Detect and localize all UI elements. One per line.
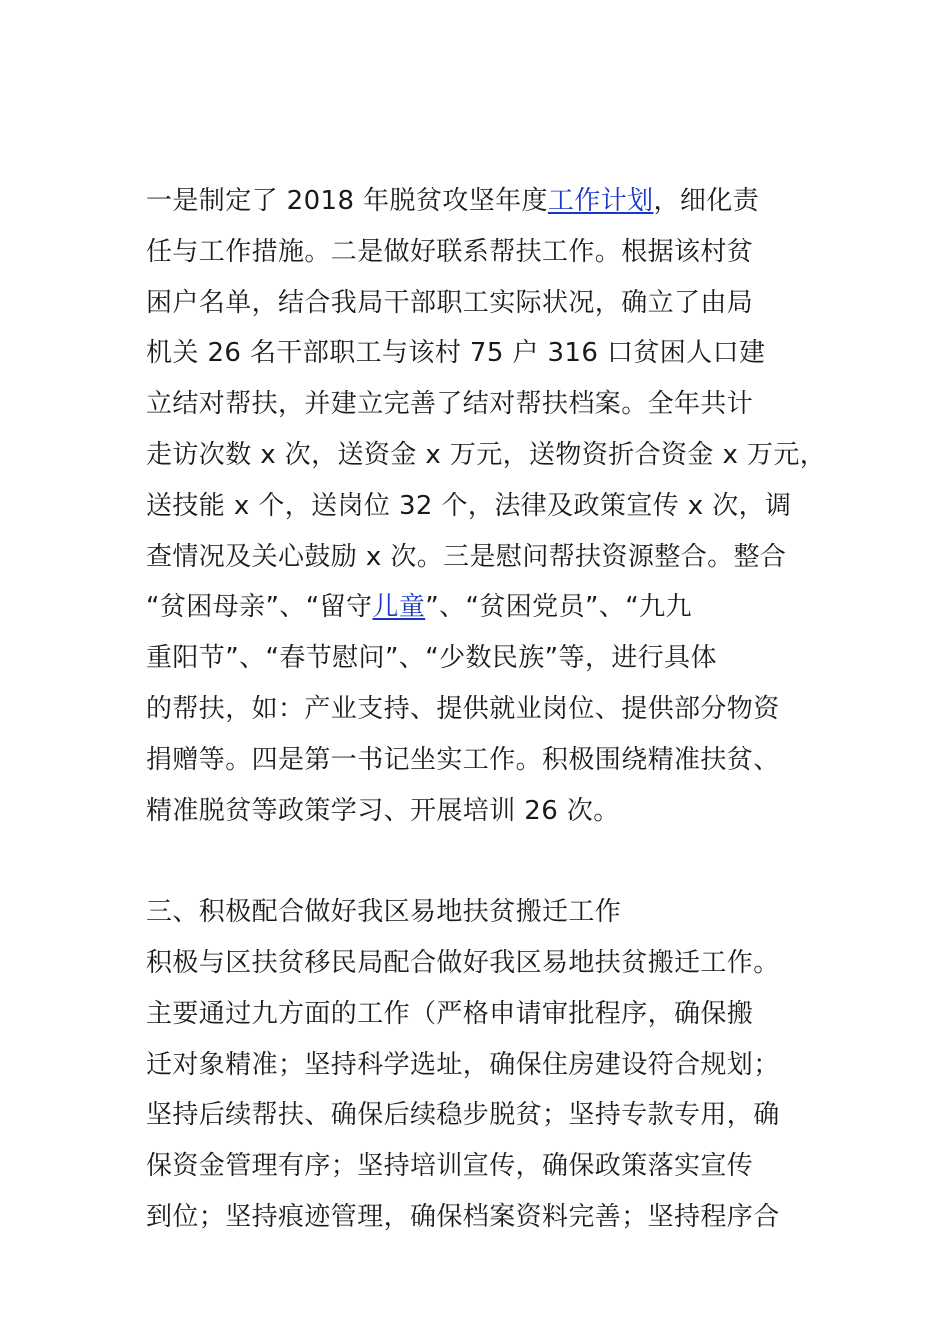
section-heading: 三、积极配合做好我区易地扶贫搬迁工作 <box>146 897 622 928</box>
text-line <box>146 582 826 633</box>
text-segment: 一是制定了 2018 年脱贫攻坚年度 <box>146 186 548 216</box>
text-line: 主要通过九方面的工作（严格申请审批程序，确保搬 <box>146 998 754 1029</box>
text-line: 积极与区扶贫移民局配合做好我区易地扶贫搬迁工作。 <box>146 947 780 978</box>
text-line: 精准脱贫等政策学习、开展培训 26 次。 <box>146 795 620 826</box>
text-segment: “贫困母亲”、“留守 <box>146 592 373 623</box>
text-line: 保资金管理有序；坚持培训宣传，确保政策落实宣传 <box>146 1151 754 1182</box>
text-line: 的帮扶，如：产业支持、提供就业岗位、提供部分物资 <box>146 693 780 724</box>
text-line <box>146 176 826 227</box>
document-body <box>146 176 826 1243</box>
text-line: 任与工作措施。二是做好联系帮扶工作。根据该村贫 <box>146 236 754 267</box>
text-line: 捐赠等。四是第一书记坐实工作。积极围绕精准扶贫、 <box>146 744 780 775</box>
paragraph <box>146 176 826 836</box>
paragraph <box>146 938 826 1243</box>
text-line: 查情况及关心鼓励 x 次。三是慰问帮扶资源整合。整合 <box>146 541 787 572</box>
text-segment: ，细化责 <box>653 186 760 216</box>
text-line: 立结对帮扶，并建立完善了结对帮扶档案。全年共计 <box>146 389 754 420</box>
children-link[interactable]: 儿童 <box>372 592 426 623</box>
text-line: 重阳节”、“春节慰问”、“少数民族”等，进行具体 <box>146 643 717 674</box>
text-line: 走访次数 x 次，送资金 x 万元，送物资折合资金 x 万元， <box>146 439 827 470</box>
work-plan-link[interactable]: 工作计划 <box>547 186 654 216</box>
text-line: 机关 26 名干部职工与该村 75 户 316 口贫困人口建 <box>146 338 766 369</box>
text-segment: ”、“贫困党员”、“九九 <box>425 592 692 623</box>
text-line: 到位；坚持痕迹管理，确保档案资料完善；坚持程序合 <box>146 1201 780 1232</box>
paragraph-spacer <box>146 836 826 887</box>
text-line: 迁对象精准；坚持科学选址，确保住房建设符合规划； <box>146 1049 780 1080</box>
text-line: 送技能 x 个，送岗位 32 个，法律及政策宣传 x 次，调 <box>146 490 792 521</box>
text-line: 坚持后续帮扶、确保后续稳步脱贫；坚持专款专用，确 <box>146 1100 780 1131</box>
text-line: 困户名单，结合我局干部职工实际状况，确立了由局 <box>146 287 754 318</box>
